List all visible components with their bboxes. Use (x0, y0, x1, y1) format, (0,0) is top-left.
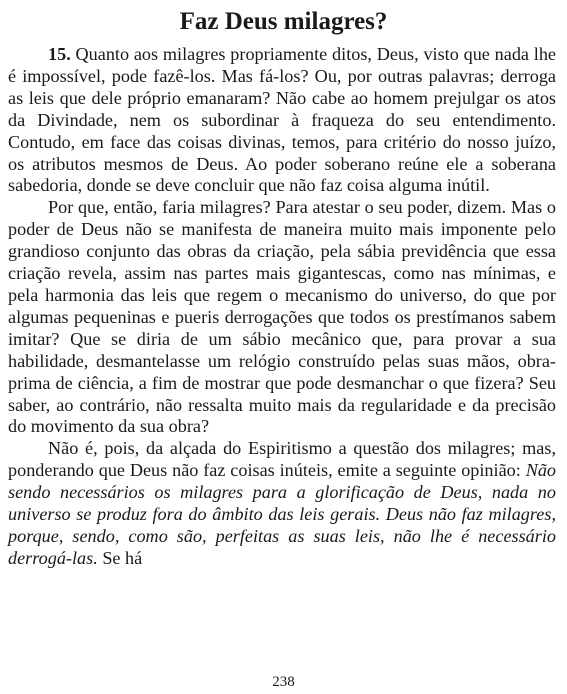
paragraph-3-text: Não é, pois, da alçada do Espiritismo a questão dos milagres; mas, ponderando que Deus não faz coisas inúteis, emite a seguinte opinião: (8, 438, 556, 481)
paragraph-2 (8, 197, 556, 438)
body-text (8, 44, 556, 570)
paragraph-3-tail: Se há (102, 547, 143, 568)
paragraph-3-italic-quote: Não sendo necessários os milagres para a glorificação de Deus, nada no universo se produz fora do âmbito das leis gerais. Deus não faz milagres, porque, sendo, como são, perfeitas as suas leis, não lhe é necessário derrogá-las. (8, 460, 557, 568)
page-number: 238 (272, 674, 295, 690)
paragraph-number: 15. (48, 44, 71, 64)
paragraph-1-text: Quanto aos milagres propriamente ditos, Deus, visto que nada lhe é impossível, pode fazê-los. Mas fá-los? Ou, por outras palavras; derroga as leis que dele próprio emanaram? Não cabe ao homem prejulgar os atos da Divindade, nem os subordinar à fraqueza do seu entendimento. Contudo, em face das coisas divinas, temos, para critério do nosso juízo, os atributos mesmos de Deus. Ao poder soberano reúne ele a soberana sabedoria, donde se deve concluir que não faz coisa alguma inútil. (8, 44, 557, 196)
paragraph-3 (8, 438, 556, 569)
page-title: Faz Deus milagres? (179, 8, 388, 35)
paragraph-1 (8, 44, 556, 197)
paragraph-2-text: Por que, então, faria milagres? Para atestar o seu poder, dizem. Mas o poder de Deus não se manifesta de maneira muito mais imponente pelo grandioso conjunto das obras da criação, pela sábia previdência que essa criação revela, assim nas partes mais gigantescas, como nas mínimas, e pela harmonia das leis que regem o mecanismo do universo, do que por algumas pequeninas e pueris derrogações que todos os prestímanos sabem imitar? Que se diria de um sábio mecânico que, para provar a sua habilidade, desmantelasse um relógio construído pelas suas mãos, obra-prima de ciência, a fim de mostrar que pode desmanchar o que fizera? Seu saber, ao contrário, não ressalta muito mais da regularidade e da precisão do movimento da sua obra? (8, 197, 556, 437)
